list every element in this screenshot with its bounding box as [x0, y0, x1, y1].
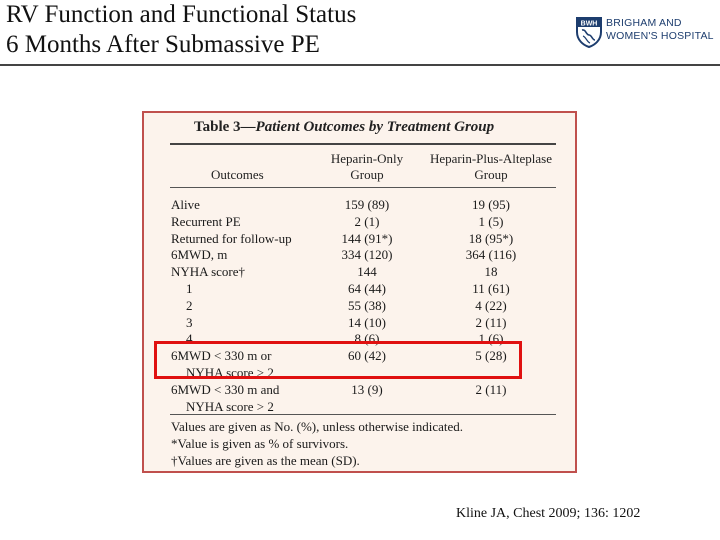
alteplase-value: 364 (116) — [465, 247, 517, 263]
heparin-value: 144 (91*) — [341, 230, 393, 246]
alteplase-value: 2 (11) — [475, 314, 507, 330]
row-label: 6MWD, m — [171, 247, 228, 263]
alteplase-value: 1 (5) — [478, 213, 504, 229]
table-header-rule — [170, 187, 556, 188]
table-top-rule — [170, 143, 556, 145]
table-row — [144, 280, 575, 297]
heparin-value: 14 (10) — [348, 314, 386, 330]
table-title-rest: Patient Outcomes by Treatment Group — [255, 119, 495, 135]
heparin-value: 2 (1) — [354, 213, 380, 229]
table-row — [144, 230, 575, 247]
header-alteplase-line-2: Group — [474, 167, 508, 182]
alteplase-value: 4 (22) — [475, 297, 507, 313]
alteplase-value: 2 (11) — [475, 381, 507, 397]
hospital-shield-icon — [573, 16, 605, 48]
footnote: *Value is given as % of survivors. — [171, 436, 349, 451]
slide-title-line-1: RV Function and Functional Status — [6, 1, 357, 28]
alteplase-value: 1 (6) — [478, 331, 504, 347]
slide-title-line-2: 6 Months After Submassive PE — [6, 31, 320, 58]
table-bottom-rule — [170, 414, 556, 415]
row-label: NYHA score > 2 — [186, 365, 274, 380]
logo-mark-text: BWH — [580, 20, 598, 28]
table-row — [144, 314, 575, 331]
row-label: 3 — [186, 314, 193, 330]
alteplase-value: 5 (28) — [475, 348, 507, 364]
row-label: 4 — [186, 331, 193, 347]
heparin-value: 55 (38) — [348, 297, 386, 313]
heparin-value: 13 (9) — [351, 381, 383, 397]
alteplase-value: 19 (95) — [472, 197, 510, 212]
table-row — [144, 398, 575, 415]
title-divider — [0, 64, 720, 66]
alteplase-value: 18 — [484, 264, 498, 280]
table-row — [144, 263, 575, 280]
header-heparin-line-2: Group — [350, 167, 384, 182]
header-heparin — [319, 151, 415, 183]
citation: Kline JA, Chest 2009; 136: 1202 — [456, 506, 641, 521]
heparin-value: 8 (6) — [354, 331, 380, 347]
hospital-logo — [573, 16, 719, 48]
row-label: 2 — [186, 297, 193, 313]
row-label: Recurrent PE — [171, 213, 241, 229]
table-row — [144, 213, 575, 230]
table-title — [194, 119, 494, 136]
header-alteplase-line-1: Heparin-Plus-Alteplase — [429, 151, 553, 166]
footnote: Values are given as No. (%), unless otherwise indicated. — [171, 419, 464, 434]
table-row — [144, 381, 575, 398]
table-row — [144, 196, 575, 213]
row-label: Returned for follow-up — [171, 230, 292, 246]
footnote: †Values are given as the mean (SD). — [171, 453, 360, 468]
alteplase-value: 11 (61) — [472, 281, 510, 296]
row-label: NYHA score† — [171, 264, 246, 280]
heparin-value: 64 (44) — [348, 281, 386, 296]
table-title-prefix: Table 3— — [194, 119, 256, 135]
alteplase-value: 18 (95*) — [468, 230, 514, 246]
heparin-value: 60 (42) — [348, 348, 386, 364]
outcomes-table — [142, 111, 577, 473]
highlight-box — [154, 341, 522, 379]
row-label: 6MWD < 330 m and — [171, 381, 280, 397]
table-row — [144, 246, 575, 263]
table-footnotes — [171, 418, 463, 469]
row-label: NYHA score > 2 — [186, 398, 274, 414]
logo-line-1: BRIGHAM AND — [606, 17, 682, 29]
header-heparin-line-1: Heparin-Only — [330, 151, 404, 166]
logo-line-2: WOMEN'S HOSPITAL — [606, 30, 714, 42]
logo-text — [606, 17, 719, 43]
header-alteplase — [422, 151, 560, 183]
row-label: Alive — [171, 197, 200, 212]
row-label: 6MWD < 330 m or — [171, 348, 272, 364]
header-outcomes: Outcomes — [211, 167, 264, 182]
slide-title — [6, 0, 466, 60]
row-label: 1 — [186, 281, 193, 296]
heparin-value: 144 — [357, 264, 377, 280]
heparin-value: 159 (89) — [344, 197, 390, 212]
heparin-value: 334 (120) — [341, 247, 393, 263]
table-row — [144, 297, 575, 314]
